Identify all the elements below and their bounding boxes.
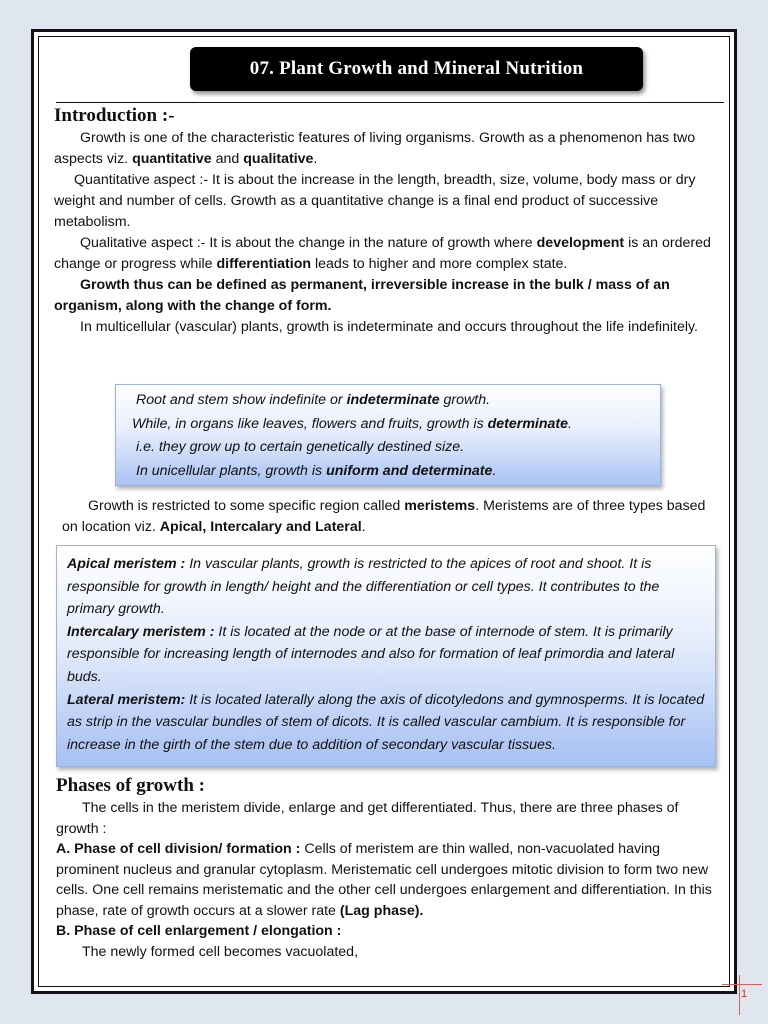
growth-definition: Growth thus can be defined as permanent, irreversible increase in the bulk / mass of an organism, along with the change of form. — [54, 277, 670, 314]
box1-line-1: Root and stem show indefinite or indeterminate growth. — [136, 392, 491, 408]
intercalary-meristem: Intercalary meristem : It is located at the node or at the base of internode of stem. It is primarily responsible for increasing length of internodes and also for formation of leaf primordia and lateral buds. — [67, 623, 675, 685]
intro-paragraph-1: Growth is one of the characteristic features of living organisms. Growth as a phenomenon has two aspects viz. quantitative and qualitative. — [54, 130, 696, 167]
chapter-title: 07. Plant Growth and Mineral Nutrition — [249, 58, 584, 79]
main-content — [54, 104, 724, 338]
meristem-intro: Growth is restricted to some specific region called meristems. Meristems are of three types based on location viz. Apical, Intercalary and Lateral. — [62, 498, 706, 535]
phases-intro: The cells in the meristem divide, enlarge and get differentiated. Thus, there are three phases of growth : — [56, 800, 679, 837]
apical-meristem: Apical meristem : In vascular plants, growth is restricted to the apices of root and shoot. It is responsible for growth in length/ height and the differentiation or cell types. It contributes to the primary growth. — [67, 556, 660, 618]
box1-line-3: i.e. they grow up to certain genetically destined size. — [136, 439, 465, 455]
quantitative-paragraph: Quantitative aspect :- It is about the increase in the length, breadth, size, volume, body mass or dry weight and number of cells. Growth as a quantitative change is a final end product of successive metabolism. — [54, 172, 696, 230]
multicellular-paragraph: In multicellular (vascular) plants, growth is indeterminate and occurs throughout the life indefinitely. — [80, 319, 698, 335]
phase-b-text: The newly formed cell becomes vacuolated, — [82, 943, 359, 960]
lateral-meristem: Lateral meristem: It is located laterally along the axis of dicotyledons and gymnosperms. It is located as strip in the vascular bundles of stem of dicots. It is called vascular cambium. It is responsible for increase in the girth of the stem due to addition of secondary vascular tissues. — [67, 691, 705, 753]
chapter-title-box — [190, 47, 643, 91]
phase-b-heading: B. Phase of cell enlargement / elongation : — [56, 923, 342, 939]
title-rule — [56, 102, 724, 103]
page-number: 1 — [741, 988, 748, 1000]
corner-mark-horizontal — [722, 984, 762, 985]
intro-heading: Introduction :- — [54, 105, 175, 126]
phase-a: A. Phase of cell division/ formation : Cells of meristem are thin walled, non-vacuolated having prominent nucleus and granular cytoplasm. Meristematic cell undergoes mitotic division to form two new cells. One cell remains meristematic and the other cell undergoes enlargement and differentiation. In this phase, rate of growth occurs at a slower rate (Lag phase). — [56, 841, 712, 919]
phases-heading: Phases of growth : — [56, 775, 206, 796]
box1-line-2: While, in organs like leaves, flowers and fruits, growth is determinate. — [132, 415, 572, 432]
qualitative-paragraph: Qualitative aspect :- It is about the change in the nature of growth where development is an ordered change or progress while differentiation leads to higher and more complex state. — [54, 235, 711, 272]
corner-mark-vertical — [739, 975, 740, 1015]
box1-line-4: In unicellular plants, growth is uniform and determinate. — [136, 462, 497, 479]
determinate-growth-box — [115, 384, 661, 486]
meristem-types-box — [56, 545, 716, 767]
phases-section — [56, 774, 722, 962]
